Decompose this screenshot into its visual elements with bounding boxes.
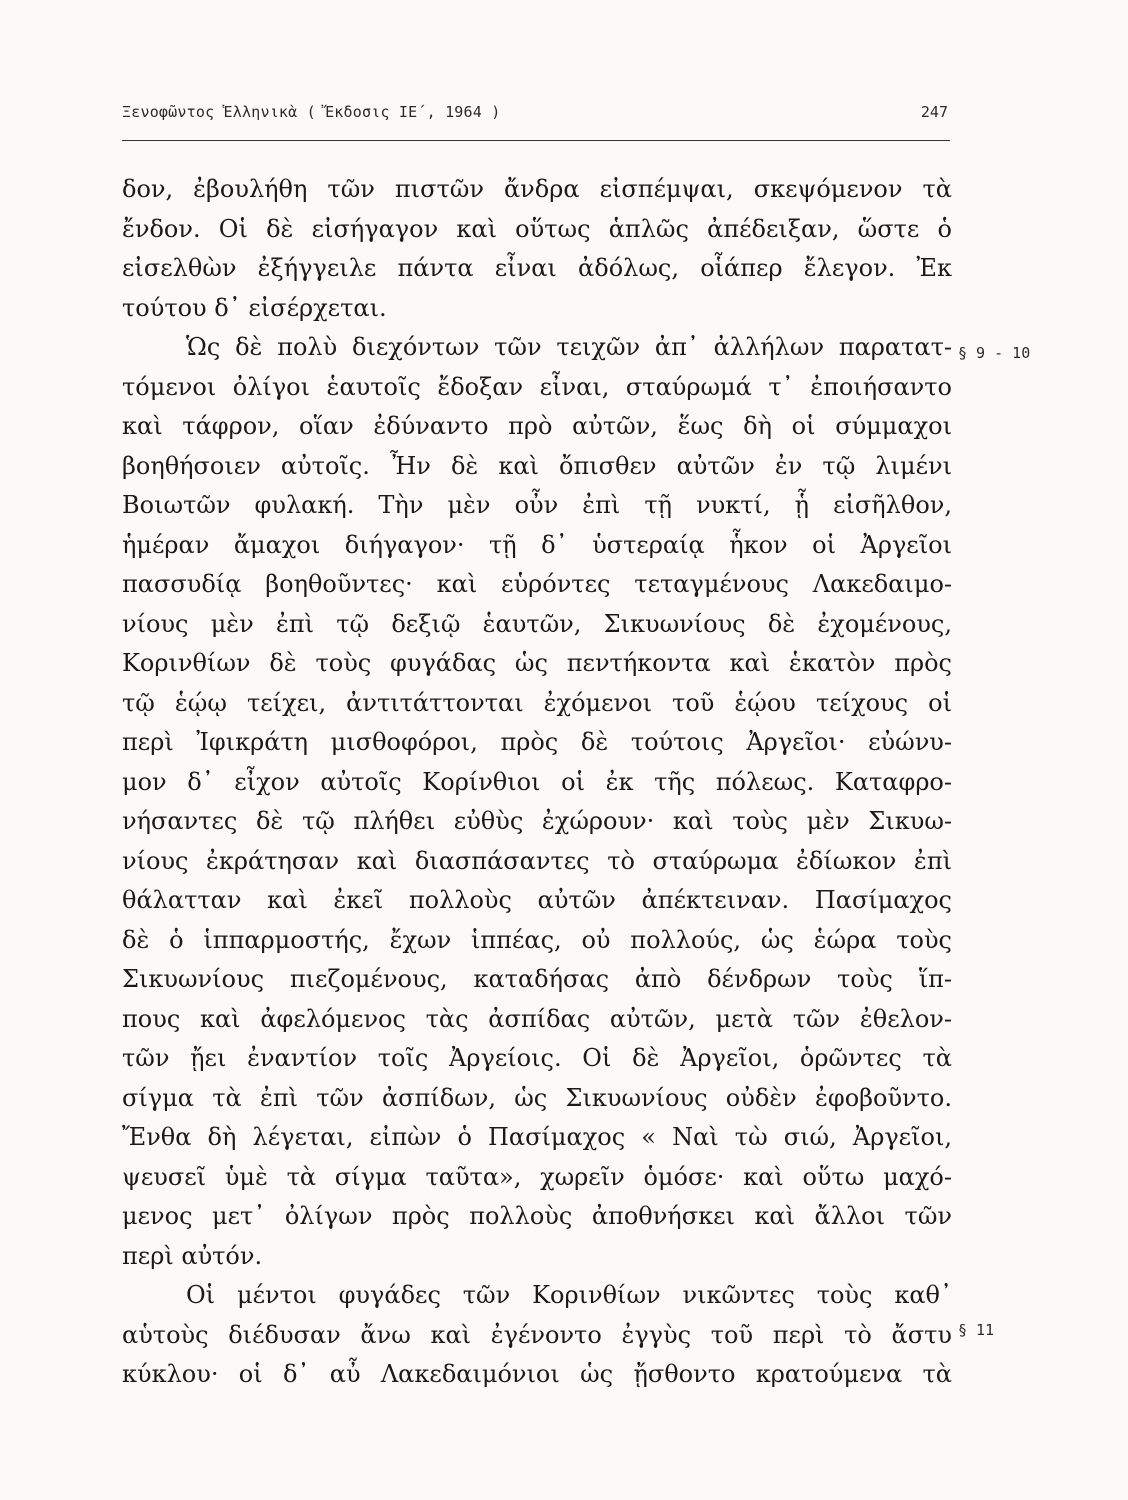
main-text <box>122 170 952 1395</box>
text-line: αὑτοὺς διέδυσαν ἄνω καὶ ἐγένοντο ἐγγὺς τοῦ περὶ τὸ ἄστυ <box>122 1320 952 1349</box>
text-line: καὶ τάφρον, οἵαν ἐδύναντο πρὸ αὐτῶν, ἕως δὴ οἱ σύμμαχοι <box>122 412 952 440</box>
text-line: Βοιωτῶν φυλακή. Τὴν μὲν οὖν ἐπὶ τῇ νυκτί, ᾗ εἰσῆλθον, <box>122 491 952 519</box>
text-line: θάλατταν καὶ ἐκεῖ πολλοὺς αὐτῶν ἀπέκτειναν. Πασίμαχος <box>122 886 952 914</box>
text-line: τῶν ᾔει ἐναντίον τοῖς Ἀργείοις. Οἱ δὲ Ἀργεῖοι, ὁρῶντες τὰ <box>122 1044 952 1072</box>
text-line: τούτου δ᾽ εἰσέρχεται. <box>122 293 387 322</box>
text-line: νίους μὲν ἐπὶ τῷ δεξιῷ ἑαυτῶν, Σικυωνίους δὲ ἐχομένους, <box>122 609 952 638</box>
text-line: ἔνδον. Οἱ δὲ εἰσήγαγον καὶ οὕτως ἁπλῶς ἀπέδειξαν, ὥστε ὁ <box>122 214 952 243</box>
header-rule <box>122 140 950 141</box>
text-line: εἰσελθὼν ἐξήγγειλε πάντα εἶναι ἀδόλως, οἷάπερ ἔλεγον. Ἐκ <box>122 254 952 282</box>
text-line: νίους ἐκράτησαν καὶ διασπάσαντες τὸ σταύρωμα ἐδίωκον ἐπὶ <box>122 846 952 875</box>
text-line: δον, ἐβουλήθη τῶν πιστῶν ἄνδρα εἰσπέμψαι, σκεψόμενον τὰ <box>122 175 952 203</box>
margin-section-note: § 11 <box>958 1321 995 1339</box>
running-title: Ξενοφῶντος Ἑλληνικὰ ( Ἔκδοσις ΙΕ΄, 1964 ) <box>122 103 501 121</box>
text-line: Ἔνθα δὴ λέγεται, εἰπὼν ὁ Πασίμαχος « Ναὶ τὼ σιώ, Ἀργεῖοι, <box>122 1123 952 1151</box>
text-line: πασσυδίᾳ βοηθοῦντες· καὶ εὑρόντες τεταγμένους Λακεδαιμο- <box>122 570 952 598</box>
text-line: σίγμα τὰ ἐπὶ τῶν ἀσπίδων, ὡς Σικυωνίους οὐδὲν ἐφοβοῦντο. <box>122 1083 952 1112</box>
text-line: νήσαντες δὲ τῷ πλήθει εὐθὺς ἐχώρουν· καὶ τοὺς μὲν Σικυω- <box>122 807 952 835</box>
text-line: περὶ αὐτόν. <box>122 1241 263 1270</box>
text-line: Κορινθίων δὲ τοὺς φυγάδας ὡς πεντήκοντα καὶ ἑκατὸν πρὸς <box>122 649 952 677</box>
text-line: τόμενοι ὀλίγοι ἑαυτοῖς ἔδοξαν εἶναι, σταύρωμά τ᾽ ἐποιήσαντο <box>122 372 952 401</box>
text-line: δὲ ὁ ἱππαρμοστής, ἔχων ἱππέας, οὐ πολλούς, ὡς ἑώρα τοὺς <box>122 925 952 954</box>
text-line: κύκλου· οἱ δ᾽ αὖ Λακεδαιμόνιοι ὡς ᾔσθοντο κρατούμενα τὰ <box>122 1360 952 1388</box>
text-line: μενος μετ᾽ ὀλίγων πρὸς πολλοὺς ἀποθνήσκει καὶ ἄλλοι τῶν <box>122 1202 952 1230</box>
text-line: Οἱ μέντοι φυγάδες τῶν Κορινθίων νικῶντες τοὺς καθ᾽ <box>186 1281 952 1309</box>
text-line: τῷ ἑῴῳ τείχει, ἀντιτάττονται ἐχόμενοι τοῦ ἑῴου τείχους οἱ <box>122 688 952 717</box>
text-line: ψευσεῖ ὑμὲ τὰ σίγμα ταῦτα», χωρεῖν ὁμόσε· καὶ οὕτω μαχό- <box>122 1162 952 1191</box>
text-line: περὶ Ἰφικράτη μισθοφόροι, πρὸς δὲ τούτοις Ἀργεῖοι· εὐώνυ- <box>122 728 952 756</box>
text-line: Σικυωνίους πιεζομένους, καταδήσας ἀπὸ δένδρων τοὺς ἵπ- <box>122 965 952 993</box>
margin-section-note: § 9 - 10 <box>958 344 1031 362</box>
text-line: πους καὶ ἀφελόμενος τὰς ἀσπίδας αὐτῶν, μετὰ τῶν ἐθελον- <box>122 1004 952 1033</box>
page-number: 247 <box>920 103 948 121</box>
running-header <box>122 103 950 127</box>
text-line: ἡμέραν ἄμαχοι διήγαγον· τῇ δ᾽ ὑστεραίᾳ ἧκον οἱ Ἀργεῖοι <box>122 530 952 559</box>
text-line: Ὡς δὲ πολὺ διεχόντων τῶν τειχῶν ἀπ᾽ ἀλλήλων παρατατ- <box>186 333 952 361</box>
text-line: βοηθήσοιεν αὐτοῖς. Ἦν δὲ καὶ ὄπισθεν αὐτῶν ἐν τῷ λιμένι <box>122 451 952 480</box>
text-line: μον δ᾽ εἶχον αὐτοῖς Κορίνθιοι οἱ ἐκ τῆς πόλεως. Καταφρο- <box>122 767 952 796</box>
